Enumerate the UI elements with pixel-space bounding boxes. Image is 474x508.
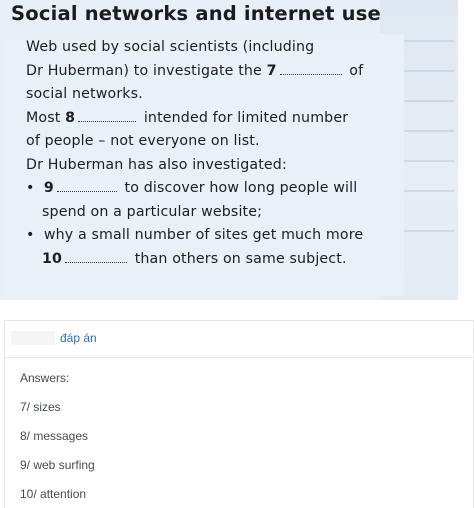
answer-item: 8/ messages	[20, 429, 89, 443]
note-line	[26, 201, 406, 225]
note-text	[26, 36, 406, 271]
note-line	[26, 224, 406, 248]
answer-blank	[280, 63, 342, 75]
note-line	[26, 130, 406, 154]
answer-body	[20, 371, 95, 508]
note-line-text: Dr Huberman has also investigated:	[26, 156, 287, 173]
answer-header	[5, 321, 473, 358]
answer-blank	[57, 180, 117, 192]
answer-item: 10/ attention	[20, 487, 87, 501]
note-line	[26, 154, 406, 178]
note-line-text: to discover how long people will	[119, 180, 358, 196]
note-line-text: of	[344, 62, 364, 79]
note-line	[26, 60, 406, 84]
answer-link[interactable]: đáp án	[60, 331, 97, 345]
worksheet-title: Social networks and internet use	[11, 2, 381, 25]
note-line-text: Most	[26, 109, 66, 126]
note-line	[26, 83, 406, 107]
note-line-text: than others on same subject.	[130, 250, 347, 267]
answers-heading: Answers:	[20, 371, 70, 385]
note-line-text: social networks.	[26, 86, 143, 102]
bullet-icon: •	[26, 227, 35, 243]
question-number: 10	[42, 250, 63, 267]
question-number: 7	[266, 62, 277, 79]
question-number: 8	[65, 109, 76, 126]
answer-item: 9/ web surfing	[20, 458, 95, 472]
avatar	[11, 331, 55, 345]
note-line	[26, 248, 406, 272]
note-line-text: why a small number of sites get much more	[43, 227, 364, 243]
question-number: 9	[43, 180, 54, 196]
note-line	[26, 177, 406, 201]
answer-item: 7/ sizes	[20, 400, 61, 414]
bullet-icon: •	[26, 180, 35, 196]
answer-panel	[4, 320, 474, 508]
note-line-text: Web used by social scientists (including	[26, 39, 315, 55]
answer-blank	[78, 110, 136, 122]
worksheet-header	[0, 0, 380, 34]
note-line	[26, 36, 406, 60]
note-line-text: intended for limited number	[139, 109, 349, 126]
answer-blank	[65, 251, 127, 263]
note-line-text: spend on a particular website;	[42, 203, 263, 220]
note-line-text: Dr Huberman) to investigate the	[26, 62, 267, 79]
note-line	[26, 107, 406, 131]
note-line-text: of people – not everyone on list.	[26, 133, 260, 149]
